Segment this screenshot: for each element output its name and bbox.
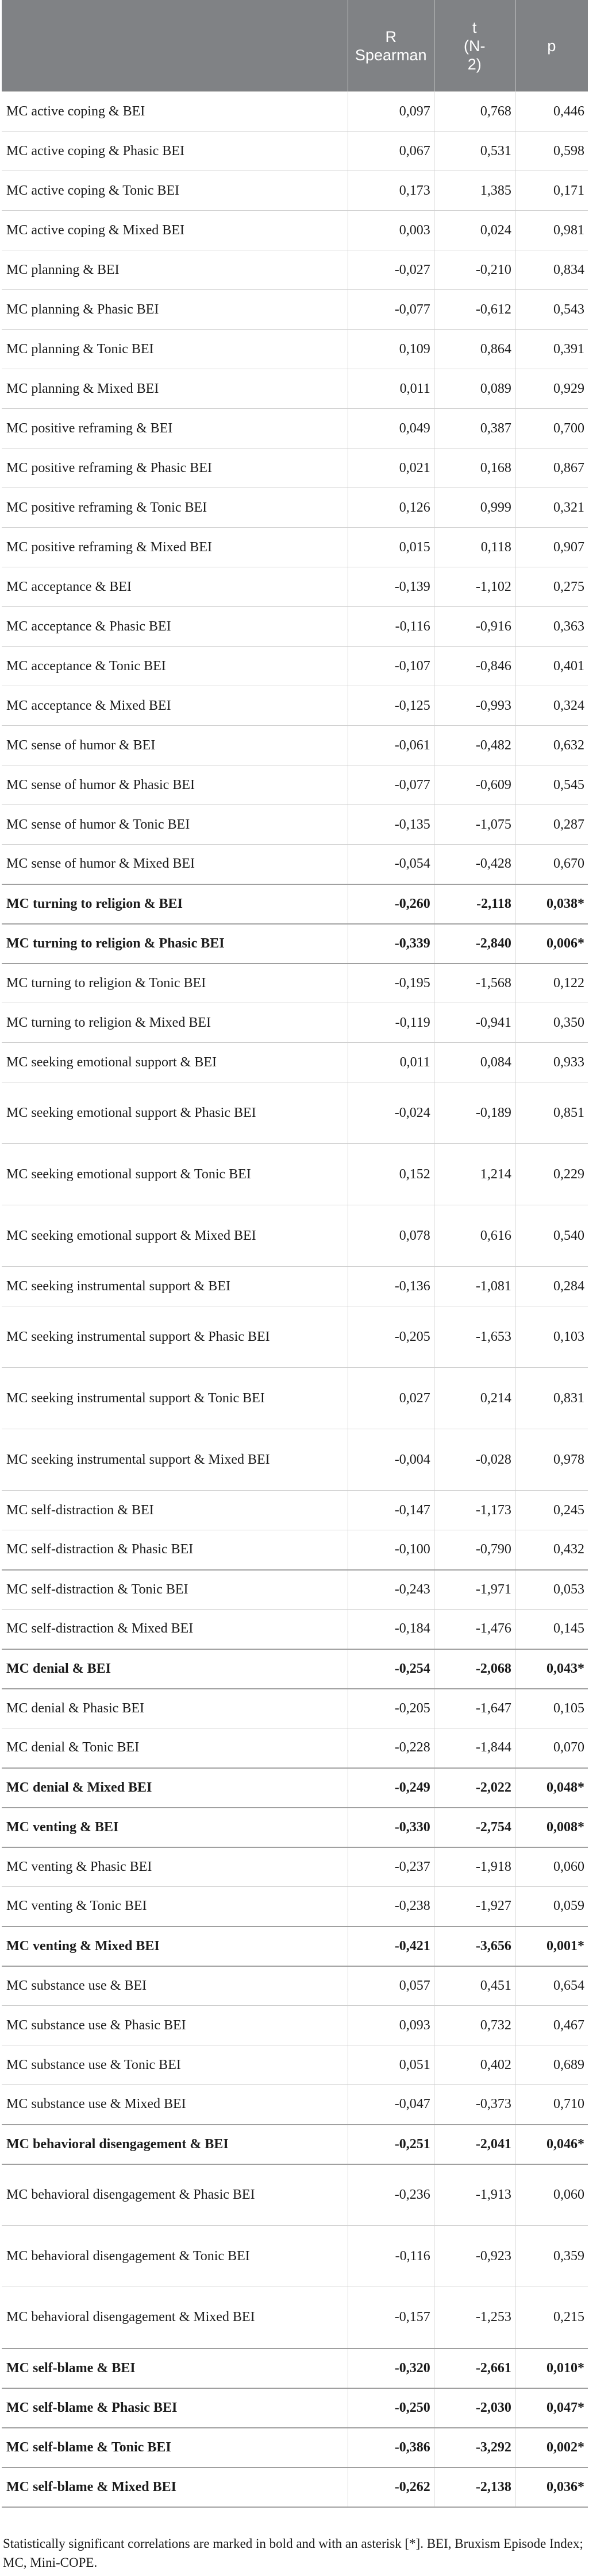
row-label: MC behavioral disengagement & Tonic BEI [2, 2226, 348, 2287]
t-value: 0,616 [434, 1205, 515, 1267]
p-value: 0,831 [515, 1368, 588, 1429]
table-row [2, 1267, 588, 1306]
row-label: MC self-blame & BEI [2, 2349, 348, 2388]
t-value: -0,846 [434, 647, 515, 686]
header-p: p [515, 0, 588, 92]
table-row [2, 2388, 588, 2428]
table-row [2, 686, 588, 726]
row-label: MC planning & BEI [2, 250, 348, 290]
p-value: 0,105 [515, 1689, 588, 1728]
p-value: 0,851 [515, 1082, 588, 1144]
t-value: 1,385 [434, 171, 515, 211]
p-value: 0,284 [515, 1267, 588, 1306]
row-label: MC active coping & Mixed BEI [2, 211, 348, 250]
table-row [2, 1887, 588, 1927]
table-row [2, 1306, 588, 1368]
t-value: -1,102 [434, 567, 515, 607]
row-label: MC turning to religion & BEI [2, 884, 348, 924]
p-value: 0,245 [515, 1491, 588, 1530]
r-spearman-value: -0,119 [348, 1003, 434, 1043]
row-label: MC acceptance & Tonic BEI [2, 647, 348, 686]
t-value: -0,916 [434, 607, 515, 647]
row-label: MC substance use & Mixed BEI [2, 2085, 348, 2125]
p-value: 0,275 [515, 567, 588, 607]
row-label: MC behavioral disengagement & Phasic BEI [2, 2164, 348, 2226]
p-value: 0,171 [515, 171, 588, 211]
row-label: MC planning & Phasic BEI [2, 290, 348, 330]
table-row [2, 2226, 588, 2287]
t-value: 0,118 [434, 528, 515, 567]
table-body [2, 92, 588, 2507]
p-value: 0,059 [515, 1887, 588, 1927]
t-value: -1,913 [434, 2164, 515, 2226]
row-label: MC active coping & Tonic BEI [2, 171, 348, 211]
row-label: MC substance use & Tonic BEI [2, 2045, 348, 2085]
p-value: 0,287 [515, 805, 588, 845]
t-value: 0,387 [434, 409, 515, 448]
r-spearman-value: 0,021 [348, 448, 434, 488]
t-value: -1,081 [434, 1267, 515, 1306]
p-value: 0,654 [515, 1966, 588, 2006]
table-row [2, 2164, 588, 2226]
t-value: 0,214 [434, 1368, 515, 1429]
r-spearman-value: -0,135 [348, 805, 434, 845]
t-value: -0,028 [434, 1429, 515, 1491]
p-value: 0,145 [515, 1610, 588, 1649]
r-spearman-value: 0,152 [348, 1144, 434, 1205]
p-value: 0,038* [515, 884, 588, 924]
row-label: MC seeking emotional support & BEI [2, 1043, 348, 1082]
r-spearman-value: 0,011 [348, 369, 434, 409]
row-label: MC acceptance & BEI [2, 567, 348, 607]
row-label: MC turning to religion & Phasic BEI [2, 924, 348, 964]
table-row [2, 2467, 588, 2507]
r-spearman-value: -0,136 [348, 1267, 434, 1306]
p-value: 0,632 [515, 726, 588, 765]
r-spearman-value: -0,320 [348, 2349, 434, 2388]
p-value: 0,047* [515, 2388, 588, 2428]
table-row [2, 211, 588, 250]
t-value: -0,612 [434, 290, 515, 330]
p-value: 0,350 [515, 1003, 588, 1043]
table-row [2, 1768, 588, 1808]
row-label: MC self-blame & Mixed BEI [2, 2467, 348, 2507]
table-row [2, 92, 588, 131]
row-label: MC seeking instrumental support & BEI [2, 1267, 348, 1306]
t-value: -0,609 [434, 765, 515, 805]
t-value: 0,768 [434, 92, 515, 131]
row-label: MC denial & BEI [2, 1649, 348, 1689]
row-label: MC seeking instrumental support & Tonic BEI [2, 1368, 348, 1429]
table-row [2, 567, 588, 607]
row-label: MC active coping & BEI [2, 92, 348, 131]
header-t: t (N- 2) [434, 0, 515, 92]
table-row [2, 765, 588, 805]
r-spearman-value: -0,243 [348, 1570, 434, 1610]
table-row [2, 924, 588, 964]
table-row [2, 2006, 588, 2045]
p-value: 0,122 [515, 964, 588, 1003]
row-label: MC self-distraction & Mixed BEI [2, 1610, 348, 1649]
r-spearman-value: 0,027 [348, 1368, 434, 1429]
r-spearman-value: -0,205 [348, 1306, 434, 1368]
p-value: 0,046* [515, 2125, 588, 2164]
r-spearman-value: -0,077 [348, 765, 434, 805]
row-label: MC planning & Mixed BEI [2, 369, 348, 409]
t-value: 0,024 [434, 211, 515, 250]
row-label: MC planning & Tonic BEI [2, 330, 348, 369]
row-label: MC seeking instrumental support & Phasic BEI [2, 1306, 348, 1368]
p-value: 0,981 [515, 211, 588, 250]
row-label: MC sense of humor & BEI [2, 726, 348, 765]
row-label: MC sense of humor & Mixed BEI [2, 845, 348, 884]
t-value: -0,993 [434, 686, 515, 726]
row-label: MC acceptance & Phasic BEI [2, 607, 348, 647]
table-row [2, 607, 588, 647]
t-value: -1,476 [434, 1610, 515, 1649]
row-label: MC venting & BEI [2, 1808, 348, 1847]
p-value: 0,689 [515, 2045, 588, 2085]
p-value: 0,401 [515, 647, 588, 686]
r-spearman-value: -0,116 [348, 607, 434, 647]
table-row [2, 1003, 588, 1043]
p-value: 0,036* [515, 2467, 588, 2507]
table-row [2, 1368, 588, 1429]
table-row [2, 448, 588, 488]
row-label: MC venting & Phasic BEI [2, 1847, 348, 1887]
row-label: MC sense of humor & Phasic BEI [2, 765, 348, 805]
row-label: MC denial & Tonic BEI [2, 1728, 348, 1768]
p-value: 0,006* [515, 924, 588, 964]
table-row [2, 1205, 588, 1267]
row-label: MC self-blame & Phasic BEI [2, 2388, 348, 2428]
t-value: -0,189 [434, 1082, 515, 1144]
t-value: -1,927 [434, 1887, 515, 1927]
r-spearman-value: -0,139 [348, 567, 434, 607]
table-row [2, 2045, 588, 2085]
table-row [2, 2125, 588, 2164]
r-spearman-value: -0,195 [348, 964, 434, 1003]
header-variable [2, 0, 348, 92]
table-row [2, 1966, 588, 2006]
table-row [2, 884, 588, 924]
table-row [2, 845, 588, 884]
table-row [2, 1043, 588, 1082]
p-value: 0,321 [515, 488, 588, 528]
t-value: -1,918 [434, 1847, 515, 1887]
correlation-table [2, 0, 588, 2508]
r-spearman-value: -0,004 [348, 1429, 434, 1491]
p-value: 0,043* [515, 1649, 588, 1689]
p-value: 0,467 [515, 2006, 588, 2045]
t-value: -1,568 [434, 964, 515, 1003]
t-value: -0,482 [434, 726, 515, 765]
table-row [2, 330, 588, 369]
r-spearman-value: 0,173 [348, 171, 434, 211]
row-label: MC seeking emotional support & Phasic BEI [2, 1082, 348, 1144]
t-value: -2,041 [434, 2125, 515, 2164]
row-label: MC venting & Tonic BEI [2, 1887, 348, 1927]
row-label: MC behavioral disengagement & BEI [2, 2125, 348, 2164]
t-value: 0,864 [434, 330, 515, 369]
table-row [2, 2349, 588, 2388]
t-value: 0,531 [434, 131, 515, 171]
table-row [2, 131, 588, 171]
r-spearman-value: -0,251 [348, 2125, 434, 2164]
row-label: MC active coping & Phasic BEI [2, 131, 348, 171]
p-value: 0,008* [515, 1808, 588, 1847]
r-spearman-value: -0,107 [348, 647, 434, 686]
table-row [2, 805, 588, 845]
t-value: 0,402 [434, 2045, 515, 2085]
p-value: 0,540 [515, 1205, 588, 1267]
row-label: MC positive reframing & BEI [2, 409, 348, 448]
t-value: 0,168 [434, 448, 515, 488]
table-row [2, 488, 588, 528]
p-value: 0,053 [515, 1570, 588, 1610]
r-spearman-value: 0,126 [348, 488, 434, 528]
r-spearman-value: -0,330 [348, 1808, 434, 1847]
row-label: MC denial & Phasic BEI [2, 1689, 348, 1728]
t-value: -2,661 [434, 2349, 515, 2388]
r-spearman-value: -0,238 [348, 1887, 434, 1927]
t-value: -2,068 [434, 1649, 515, 1689]
p-value: 0,215 [515, 2287, 588, 2349]
t-value: -1,653 [434, 1306, 515, 1368]
table-row [2, 1082, 588, 1144]
r-spearman-value: 0,049 [348, 409, 434, 448]
p-value: 0,710 [515, 2085, 588, 2125]
table-container [2, 0, 588, 2508]
p-value: 0,446 [515, 92, 588, 131]
t-value: -1,971 [434, 1570, 515, 1610]
t-value: -2,022 [434, 1768, 515, 1808]
p-value: 0,391 [515, 330, 588, 369]
r-spearman-value: -0,024 [348, 1082, 434, 1144]
t-value: -0,790 [434, 1530, 515, 1570]
row-label: MC behavioral disengagement & Mixed BEI [2, 2287, 348, 2349]
r-spearman-value: -0,116 [348, 2226, 434, 2287]
r-spearman-value: -0,157 [348, 2287, 434, 2349]
t-value: -0,210 [434, 250, 515, 290]
r-spearman-value: 0,097 [348, 92, 434, 131]
table-row [2, 726, 588, 765]
row-label: MC turning to religion & Tonic BEI [2, 964, 348, 1003]
r-spearman-value: -0,027 [348, 250, 434, 290]
r-spearman-value: -0,249 [348, 1768, 434, 1808]
t-value: -2,754 [434, 1808, 515, 1847]
table-row [2, 1847, 588, 1887]
row-label: MC turning to religion & Mixed BEI [2, 1003, 348, 1043]
table-row [2, 1728, 588, 1768]
r-spearman-value: -0,205 [348, 1689, 434, 1728]
t-value: 1,214 [434, 1144, 515, 1205]
row-label: MC seeking emotional support & Mixed BEI [2, 1205, 348, 1267]
r-spearman-value: -0,237 [348, 1847, 434, 1887]
r-spearman-value: 0,003 [348, 211, 434, 250]
p-value: 0,432 [515, 1530, 588, 1570]
t-value: -3,656 [434, 1927, 515, 1966]
p-value: 0,048* [515, 1768, 588, 1808]
p-value: 0,670 [515, 845, 588, 884]
row-label: MC seeking instrumental support & Mixed BEI [2, 1429, 348, 1491]
row-label: MC seeking emotional support & Tonic BEI [2, 1144, 348, 1205]
table-row [2, 1144, 588, 1205]
table-row [2, 290, 588, 330]
r-spearman-value: 0,011 [348, 1043, 434, 1082]
t-value: -1,253 [434, 2287, 515, 2349]
r-spearman-value: -0,184 [348, 1610, 434, 1649]
table-row [2, 1649, 588, 1689]
table-footnote: Statistically significant correlations are marked in bold and with an asterisk [*]. BEI, Bruxism Episode Index; MC, Mini-COPE. [3, 2536, 583, 2570]
row-label: MC acceptance & Mixed BEI [2, 686, 348, 726]
table-row [2, 1530, 588, 1570]
t-value: -2,030 [434, 2388, 515, 2428]
table-row [2, 1689, 588, 1728]
r-spearman-value: -0,236 [348, 2164, 434, 2226]
p-value: 0,324 [515, 686, 588, 726]
p-value: 0,060 [515, 1847, 588, 1887]
r-spearman-value: -0,260 [348, 884, 434, 924]
row-label: MC positive reframing & Mixed BEI [2, 528, 348, 567]
r-spearman-value: -0,386 [348, 2428, 434, 2467]
t-value: 0,732 [434, 2006, 515, 2045]
table-row [2, 1610, 588, 1649]
p-value: 0,359 [515, 2226, 588, 2287]
p-value: 0,834 [515, 250, 588, 290]
r-spearman-value: 0,093 [348, 2006, 434, 2045]
r-spearman-value: -0,047 [348, 2085, 434, 2125]
t-value: 0,999 [434, 488, 515, 528]
t-value: -0,373 [434, 2085, 515, 2125]
p-value: 0,598 [515, 131, 588, 171]
row-label: MC venting & Mixed BEI [2, 1927, 348, 1966]
t-value: 0,451 [434, 1966, 515, 2006]
t-value: -2,840 [434, 924, 515, 964]
table-row [2, 250, 588, 290]
table-row [2, 171, 588, 211]
r-spearman-value: 0,015 [348, 528, 434, 567]
r-spearman-value: -0,262 [348, 2467, 434, 2507]
p-value: 0,867 [515, 448, 588, 488]
table-row [2, 1429, 588, 1491]
row-label: MC self-blame & Tonic BEI [2, 2428, 348, 2467]
r-spearman-value: -0,054 [348, 845, 434, 884]
table-row [2, 964, 588, 1003]
p-value: 0,363 [515, 607, 588, 647]
r-spearman-value: -0,339 [348, 924, 434, 964]
row-label: MC sense of humor & Tonic BEI [2, 805, 348, 845]
p-value: 0,543 [515, 290, 588, 330]
p-value: 0,103 [515, 1306, 588, 1368]
t-value: 0,084 [434, 1043, 515, 1082]
t-value: -1,173 [434, 1491, 515, 1530]
r-spearman-value: -0,061 [348, 726, 434, 765]
r-spearman-value: -0,147 [348, 1491, 434, 1530]
table-row [2, 647, 588, 686]
p-value: 0,010* [515, 2349, 588, 2388]
table-row [2, 1491, 588, 1530]
t-value: -1,844 [434, 1728, 515, 1768]
table-row [2, 528, 588, 567]
p-value: 0,929 [515, 369, 588, 409]
t-value: -0,941 [434, 1003, 515, 1043]
row-label: MC denial & Mixed BEI [2, 1768, 348, 1808]
t-value: -0,923 [434, 2226, 515, 2287]
t-value: -1,075 [434, 805, 515, 845]
p-value: 0,545 [515, 765, 588, 805]
r-spearman-value: -0,125 [348, 686, 434, 726]
r-spearman-value: 0,078 [348, 1205, 434, 1267]
p-value: 0,229 [515, 1144, 588, 1205]
row-label: MC substance use & Phasic BEI [2, 2006, 348, 2045]
row-label: MC substance use & BEI [2, 1966, 348, 2006]
table-row [2, 1808, 588, 1847]
r-spearman-value: -0,100 [348, 1530, 434, 1570]
r-spearman-value: -0,421 [348, 1927, 434, 1966]
table-row [2, 2287, 588, 2349]
row-label: MC self-distraction & Phasic BEI [2, 1530, 348, 1570]
table-row [2, 369, 588, 409]
row-label: MC positive reframing & Tonic BEI [2, 488, 348, 528]
p-value: 0,070 [515, 1728, 588, 1768]
p-value: 0,001* [515, 1927, 588, 1966]
t-value: -2,118 [434, 884, 515, 924]
row-label: MC self-distraction & BEI [2, 1491, 348, 1530]
r-spearman-value: 0,109 [348, 330, 434, 369]
t-value: -3,292 [434, 2428, 515, 2467]
t-value: -0,428 [434, 845, 515, 884]
row-label: MC self-distraction & Tonic BEI [2, 1570, 348, 1610]
table-row [2, 2428, 588, 2467]
p-value: 0,060 [515, 2164, 588, 2226]
table-row [2, 1927, 588, 1966]
p-value: 0,933 [515, 1043, 588, 1082]
t-value: 0,089 [434, 369, 515, 409]
row-label: MC positive reframing & Phasic BEI [2, 448, 348, 488]
r-spearman-value: -0,254 [348, 1649, 434, 1689]
t-value: -1,647 [434, 1689, 515, 1728]
p-value: 0,978 [515, 1429, 588, 1491]
r-spearman-value: 0,057 [348, 1966, 434, 2006]
t-value: -2,138 [434, 2467, 515, 2507]
table-row [2, 1570, 588, 1610]
table-row [2, 2085, 588, 2125]
table-header [2, 0, 588, 92]
p-value: 0,907 [515, 528, 588, 567]
r-spearman-value: 0,051 [348, 2045, 434, 2085]
table-row [2, 409, 588, 448]
r-spearman-value: -0,228 [348, 1728, 434, 1768]
r-spearman-value: -0,250 [348, 2388, 434, 2428]
r-spearman-value: 0,067 [348, 131, 434, 171]
p-value: 0,002* [515, 2428, 588, 2467]
header-r-spearman: R Spearman [348, 0, 434, 92]
p-value: 0,700 [515, 409, 588, 448]
r-spearman-value: -0,077 [348, 290, 434, 330]
